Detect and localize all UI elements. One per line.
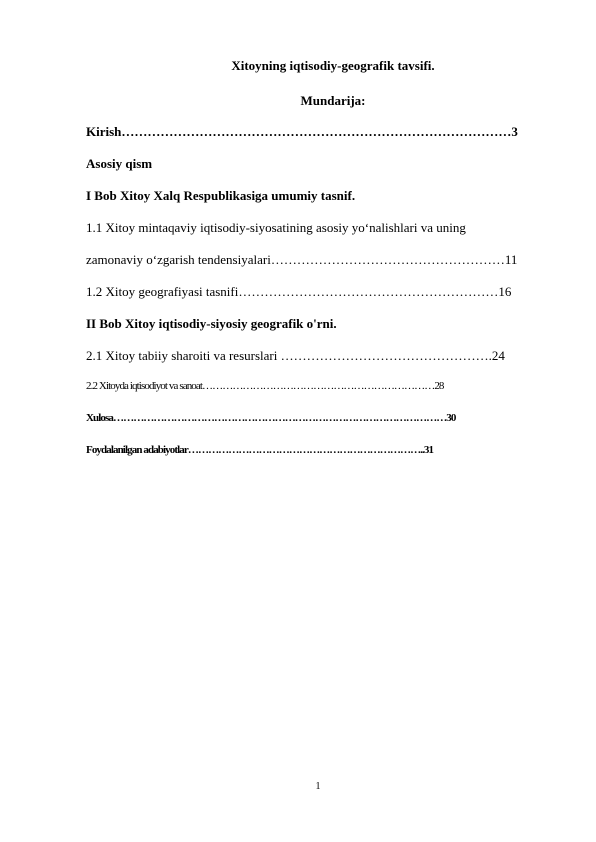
- toc-entry-chapter-1: I Bob Xitoy Xalq Respublikasiga umumiy tasnif.: [86, 188, 356, 203]
- toc-entry-2-2: 2.2 Xitoyda iqtisodiyot va sanoat……………………………………………………………28: [86, 380, 444, 392]
- toc-entry-chapter-2: II Bob Xitoy iqtisodiy-siyosiy geografik o'rni.: [86, 316, 337, 331]
- toc-entry-xulosa: Xulosa………………………………………………………………………………………30: [86, 412, 456, 424]
- page-number: 1: [315, 781, 321, 792]
- toc-heading: Mundarija:: [300, 93, 366, 108]
- toc-entry-adabiyotlar: Foydalanilgan adabiyotlar……………………………………………………………..31: [86, 444, 434, 456]
- toc-entry-kirish: Kirish………………………………………………………………………………3: [86, 124, 518, 139]
- toc-entry-asosiy-qism: Asosiy qism: [86, 156, 153, 171]
- toc-entry-1-1: 1.1 Xitoy mintaqaviy iqtisodiy-siyosatining asosiy yo‘nalishlari va uning: [86, 220, 466, 235]
- toc-entry-1-1-continued: zamonaviy o‘zgarish tendensiyalari………………………………………………11: [86, 252, 518, 267]
- document-title: Xitoyning iqtisodiy-geografik tavsifi.: [231, 58, 435, 73]
- toc-entry-2-1: 2.1 Xitoy tabiiy sharoiti va resurslari ………………………………………….24: [86, 348, 505, 363]
- toc-entry-1-2: 1.2 Xitoy geografiyasi tasnifi……………………………………………………16: [86, 284, 512, 299]
